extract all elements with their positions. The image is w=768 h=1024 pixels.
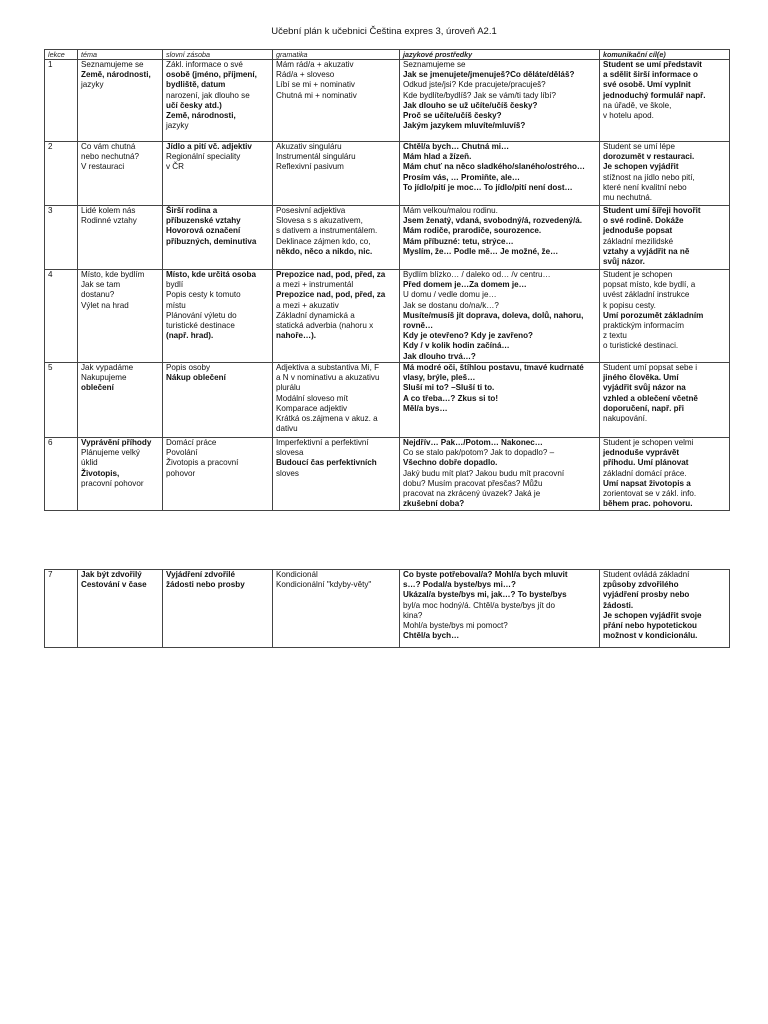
cell-line: Jak se tam	[81, 280, 121, 290]
cell-line: Bydlím blízko… / daleko od… /v centru…	[403, 270, 551, 279]
cell-gramatika	[273, 142, 400, 206]
cell-line: rovně…	[403, 321, 434, 331]
cell-line: s…? Podal/a byste/bys mi…?	[403, 580, 516, 590]
cell-line: dostanu?	[81, 290, 115, 300]
cell-line: Nákup oblečení	[166, 373, 226, 383]
cell-gramatika	[273, 206, 400, 270]
cell-line: Je schopen vyjádřit svoje	[603, 610, 702, 620]
cell-line: v ČR	[166, 162, 184, 172]
cell-gramatika	[273, 438, 400, 511]
cell-line: Lidé kolem nás	[81, 206, 136, 215]
cell-line: na úřadě, ve škole,	[603, 100, 672, 110]
table-row	[45, 270, 730, 363]
cell-line: kina?	[403, 610, 423, 620]
cell-tema	[78, 206, 163, 270]
cell-line: byl/a moc hodný/á. Chtěl/a byste/bys jít do	[403, 600, 556, 610]
cell-line: doporučení, např. při	[603, 403, 684, 413]
cell-line: s dativem a instrumentálem.	[276, 226, 378, 236]
cell-komunikacni-cile	[600, 60, 730, 142]
cell-line: jednoduchý formulář např.	[603, 90, 706, 100]
cell-tema	[78, 570, 163, 648]
cell-line: Cestování v čase	[81, 580, 147, 590]
cell-line: Odkud jste/jsi? Kde pracujete/pracuješ?	[403, 80, 546, 90]
cell-line: pracovní pohovor	[81, 478, 144, 488]
cell-lekce: 4	[45, 270, 78, 363]
cell-line: Student je schopen velmi	[603, 438, 694, 447]
cell-line: Nejdřív… Pak…/Potom… Nakonec…	[403, 438, 543, 447]
cell-tema	[78, 60, 163, 142]
cell-line: během prac. pohovoru.	[603, 499, 693, 509]
cell-line: Co vám chutná	[81, 142, 136, 151]
cell-line: své osobě. Umí vyplnit	[603, 80, 691, 90]
cell-line: jazyky	[166, 121, 189, 131]
cell-line: o turistické destinaci.	[603, 341, 679, 351]
cell-slovni-zasoba	[163, 270, 273, 363]
cell-line: osobě (jméno, příjmení,	[166, 70, 257, 80]
cell-line: Kdy / v kolik hodin začíná…	[403, 341, 510, 351]
cell-line: Seznamujeme se	[81, 60, 144, 69]
cell-slovni-zasoba	[163, 363, 273, 438]
cell-line: Mám rád/a + akuzativ	[276, 60, 354, 69]
cell-line: Umí napsat životopis a	[603, 478, 691, 488]
cell-line: Seznamujeme se	[403, 60, 466, 69]
cell-line: Všechno dobře dopadlo.	[403, 458, 498, 468]
cell-line: Místo, kde bydlím	[81, 270, 145, 279]
cell-tema	[78, 142, 163, 206]
header-gramatika: gramatika	[273, 50, 400, 60]
cell-line: Co byste potřeboval/a? Mohl/a bych mluvit	[403, 570, 568, 579]
cell-line: oblečení	[81, 383, 114, 393]
cell-line: přání nebo hypotetickou	[603, 621, 697, 631]
cell-line: Student je schopen	[603, 270, 673, 279]
cell-line: Jak dlouho se už učíte/učíš česky?	[403, 100, 538, 110]
cell-line: vzhled a oblečení včetně	[603, 393, 698, 403]
cell-line: Výlet na hrad	[81, 300, 129, 310]
table-row	[45, 206, 730, 270]
cell-slovni-zasoba	[163, 570, 273, 648]
cell-line: příbuzenské vztahy	[166, 216, 241, 226]
cell-line: Širší rodina a	[166, 206, 218, 215]
cell-line: žádosti.	[603, 600, 634, 610]
cell-line: Jak vypadáme	[81, 363, 134, 372]
cell-line: které není kvalitní nebo	[603, 182, 687, 192]
cell-line: Mám rodiče, prarodiče, sourozence.	[403, 226, 542, 236]
cell-jazykove-prostredky	[400, 363, 600, 438]
cell-line: Krátká os.zájmena v akuz. a	[276, 414, 378, 424]
cell-line: z textu	[603, 331, 627, 341]
cell-line: Popis cesty k tomuto	[166, 290, 241, 300]
cell-line: Popis osoby	[166, 363, 211, 372]
cell-komunikacni-cile	[600, 206, 730, 270]
cell-line: sloves	[276, 468, 299, 478]
cell-tema	[78, 363, 163, 438]
cell-line: způsoby zdvořilého	[603, 580, 679, 590]
cell-line: Akuzativ singuláru	[276, 142, 342, 151]
cell-line: Prepozice nad, pod, před, za	[276, 270, 386, 279]
cell-line: Student umí popsat sebe i	[603, 363, 698, 372]
table-row	[45, 438, 730, 511]
cell-line: pohovor	[166, 468, 196, 478]
cell-line: Budoucí čas perfektivních	[276, 458, 377, 468]
cell-line: turistické destinace	[166, 321, 235, 331]
cell-line: Kdy je otevřeno? Kdy je zavřeno?	[403, 331, 533, 341]
cell-line: Reflexivní pasivum	[276, 162, 344, 172]
cell-line: někdo, něco a nikdo, nic.	[276, 246, 373, 256]
cell-line: Myslím, že… Podle mě… Je možné, že…	[403, 246, 559, 256]
cell-line: Chutná mi + nominativ	[276, 90, 357, 100]
cell-line: Instrumentál singuláru	[276, 152, 356, 162]
cell-jazykove-prostredky	[400, 206, 600, 270]
cell-slovni-zasoba	[163, 60, 273, 142]
cell-line: Mám hlad a žízeň.	[403, 152, 472, 162]
cell-line: Vyprávění příhody	[81, 438, 152, 447]
cell-line: Jsem ženatý, vdaná, svobodný/á, rozvedený/á.	[403, 216, 583, 226]
document-title: Učební plán k učebnici Čeština expres 3, úroveň A2.1	[271, 26, 497, 37]
cell-line: U domu / vedle domu je…	[403, 290, 497, 300]
cell-line: Student umí šířeji hovořit	[603, 206, 701, 215]
cell-line: Mohl/a byste/bys mi pomoct?	[403, 621, 508, 631]
cell-line: Životopis,	[81, 468, 120, 478]
cell-line: svůj názor.	[603, 257, 645, 267]
cell-line: dativu	[276, 424, 298, 434]
cell-line: jiného člověka. Umí	[603, 373, 679, 383]
cell-line: Student ovládá základní	[603, 570, 690, 579]
cell-line: statická adverbia (nahoru x	[276, 321, 374, 331]
cell-slovni-zasoba	[163, 142, 273, 206]
cell-line: Místo, kde určitá osoba	[166, 270, 256, 279]
cell-line: nakupování.	[603, 414, 648, 424]
cell-line: V restauraci	[81, 162, 125, 172]
cell-jazykove-prostredky	[400, 570, 600, 648]
cell-slovni-zasoba	[163, 206, 273, 270]
cell-line: možnost v kondicionálu.	[603, 631, 698, 641]
cell-line: nahoře…).	[276, 331, 317, 341]
cell-line: Jak dlouho trvá…?	[403, 351, 476, 361]
cell-line: Chtěl/a bych…	[403, 631, 460, 641]
cell-line: Je schopen vyjádřit	[603, 162, 679, 172]
cell-line: a mezi + akuzativ	[276, 300, 339, 310]
cell-line: Líbí se mi + nominativ	[276, 80, 355, 90]
cell-line: základní domácí práce.	[603, 468, 687, 478]
cell-line: Má modré oči, štíhlou postavu, tmavé kudrnaté	[403, 363, 584, 372]
cell-line: zorientovat se v zákl. info.	[603, 489, 697, 499]
cell-line: zkušební doba?	[403, 499, 465, 509]
cell-line: o své rodině. Dokáže	[603, 216, 684, 226]
cell-komunikacni-cile	[600, 438, 730, 511]
cell-line: příbuzných, deminutiva	[166, 236, 257, 246]
header-tema: téma	[78, 50, 163, 60]
cell-line: Jak se jmenujete/jmenuješ?Co děláte/děláš?	[403, 70, 575, 80]
table-header-row	[45, 50, 730, 60]
cell-tema	[78, 438, 163, 511]
cell-line: Základní dynamická a	[276, 310, 355, 320]
cell-line: Slovesa s s akuzativem,	[276, 216, 363, 226]
cell-line: Vyjádření zdvořilé	[166, 570, 235, 579]
cell-lekce: 6	[45, 438, 78, 511]
cell-line: jazyky	[81, 80, 104, 90]
cell-line: Chtěl/a bych… Chutná mi…	[403, 142, 510, 151]
cell-line: Mám velkou/malou rodinu.	[403, 206, 498, 215]
cell-line: vztahy a vyjádřit na ně	[603, 246, 690, 256]
cell-gramatika	[273, 363, 400, 438]
cell-line: úklid	[81, 458, 98, 468]
cell-line: Prepozice nad, pod, před, za	[276, 290, 386, 300]
cell-komunikacni-cile	[600, 270, 730, 363]
cell-line: Umí porozumět základním	[603, 310, 704, 320]
table-row	[45, 142, 730, 206]
cell-line: Před domem je…Za domem je…	[403, 280, 527, 290]
cell-line: Regionální speciality	[166, 152, 241, 162]
cell-line: vyjádřit svůj názor na	[603, 383, 686, 393]
cell-line: Země, národnosti,	[81, 70, 151, 80]
cell-line: praktickým informacím	[603, 321, 684, 331]
header-komunikacni-cile: komunikační cíl(e)	[600, 50, 730, 60]
cell-line: nebo nechutná?	[81, 152, 140, 162]
curriculum-table-continued	[44, 569, 730, 648]
cell-line: Kondicionální "kdyby-věty"	[276, 580, 372, 590]
cell-gramatika	[273, 570, 400, 648]
cell-line: Měl/a bys…	[403, 403, 448, 413]
cell-jazykove-prostredky	[400, 270, 600, 363]
cell-line: jednoduše vyprávět	[603, 448, 680, 458]
cell-line: Jídlo a pití vč. adjektiv	[166, 142, 252, 151]
cell-line: Komparace adjektiv	[276, 403, 348, 413]
cell-line: mu nechutná.	[603, 193, 653, 203]
cell-line: Plánování výletu do	[166, 310, 237, 320]
cell-line: vlasy, brýle, pleš…	[403, 373, 476, 383]
cell-line: Jakým jazykem mluvíte/mluvíš?	[403, 121, 526, 131]
cell-gramatika	[273, 270, 400, 363]
cell-line: a N v nominativu a akuzativu	[276, 373, 380, 383]
cell-line: jednoduše popsat	[603, 226, 673, 236]
cell-line: slovesa	[276, 448, 304, 458]
cell-line: Domácí práce	[166, 438, 217, 447]
table-row	[45, 570, 730, 648]
cell-slovni-zasoba	[163, 438, 273, 511]
cell-line: v hotelu apod.	[603, 111, 654, 121]
cell-line: pracovat na zkrácený úvazek? Jaká je	[403, 489, 541, 499]
header-lekce: lekce	[45, 50, 78, 60]
cell-line: Imperfektivní a perfektivní	[276, 438, 369, 447]
cell-line: Jaký budu mít plat? Jakou budu mít pracovní	[403, 468, 565, 478]
cell-line: Sluší mi to? –Sluší ti to.	[403, 383, 495, 393]
cell-line: plurálu	[276, 383, 301, 393]
cell-line: narození, jak dlouho se	[166, 90, 250, 100]
cell-komunikacni-cile	[600, 363, 730, 438]
cell-lekce: 1	[45, 60, 78, 142]
cell-line: Plánujeme velký	[81, 448, 140, 458]
cell-line: A co třeba…? Zkus si to!	[403, 393, 499, 403]
table-row	[45, 60, 730, 142]
cell-line: stížnost na jídlo nebo pití,	[603, 172, 695, 182]
cell-line: Životopis a pracovní	[166, 458, 239, 468]
cell-line: bydliště, datum	[166, 80, 226, 90]
cell-line: Povolání	[166, 448, 198, 458]
cell-line: dorozumět v restauraci.	[603, 152, 695, 162]
cell-line: Kde bydlíte/bydlíš? Jak se vám/ti tady líbí?	[403, 90, 556, 100]
cell-line: (např. hrad).	[166, 331, 214, 341]
cell-line: Ukázal/a byste/bys mi, jak…? To byste/bys	[403, 590, 567, 600]
cell-line: místu	[166, 300, 186, 310]
cell-line: Mám příbuzné: tetu, strýce…	[403, 236, 514, 246]
curriculum-table	[44, 49, 730, 511]
cell-line: Země, národnosti,	[166, 111, 236, 121]
cell-line: vyjádření prosby nebo	[603, 590, 690, 600]
cell-line: a mezi + instrumentál	[276, 280, 354, 290]
cell-line: Proč se učíte/učíš česky?	[403, 111, 502, 121]
cell-jazykove-prostredky	[400, 142, 600, 206]
cell-line: učí česky atd.)	[166, 100, 222, 110]
cell-line: Prosím vás, … Promiňte, ale…	[403, 172, 520, 182]
cell-line: Modální sloveso mít	[276, 393, 348, 403]
header-slovni-zasoba: slovní zásoba	[163, 50, 273, 60]
cell-line: základní mezilidské	[603, 236, 674, 246]
cell-line: Posesivní adjektiva	[276, 206, 346, 215]
cell-line: Hovorová označení	[166, 226, 241, 236]
cell-jazykove-prostredky	[400, 438, 600, 511]
cell-line: Jak být zdvořilý	[81, 570, 142, 579]
cell-tema	[78, 270, 163, 363]
cell-komunikacni-cile	[600, 142, 730, 206]
cell-gramatika	[273, 60, 400, 142]
cell-line: k popisu cesty.	[603, 300, 656, 310]
table-row	[45, 363, 730, 438]
header-jazykove-prostredky: jazykové prostředky	[400, 50, 600, 60]
cell-line: Rodinné vztahy	[81, 216, 137, 226]
cell-line: Kondicionál	[276, 570, 318, 579]
cell-lekce: 3	[45, 206, 78, 270]
cell-lekce: 7	[45, 570, 78, 648]
cell-lekce: 5	[45, 363, 78, 438]
cell-line: uvést základní instrukce	[603, 290, 690, 300]
cell-line: popsat místo, kde bydlí, a	[603, 280, 696, 290]
cell-line: Jak se dostanu do/na/k…?	[403, 300, 499, 310]
cell-line: To jídlo/pití je moc… To jídlo/pití není dost…	[403, 182, 573, 192]
cell-line: Adjektiva a substantiva Mi, F	[276, 363, 380, 372]
cell-line: Student se umí představit	[603, 60, 702, 69]
cell-line: Zákl. informace o své	[166, 60, 243, 69]
cell-line: Co se stalo pak/potom? Jak to dopadlo? –	[403, 448, 555, 458]
cell-line: bydlí	[166, 280, 184, 290]
cell-line: a sdělit širší informace o	[603, 70, 698, 80]
cell-jazykove-prostredky	[400, 60, 600, 142]
cell-line: Deklinace zájmen kdo, co,	[276, 236, 371, 246]
cell-line: Musíte/musíš jít doprava, doleva, dolů, nahoru,	[403, 310, 584, 320]
cell-line: Mám chuť na něco sladkého/slaného/ostrého…	[403, 162, 585, 172]
cell-line: Nakupujeme	[81, 373, 127, 383]
cell-line: žádosti nebo prosby	[166, 580, 245, 590]
cell-komunikacni-cile	[600, 570, 730, 648]
cell-line: dobu? Musím pracovat přesčas? Můžu	[403, 478, 543, 488]
cell-line: příhodu. Umí plánovat	[603, 458, 689, 468]
cell-line: Student se umí lépe	[603, 142, 675, 151]
cell-line: Rád/a + sloveso	[276, 70, 335, 80]
cell-lekce: 2	[45, 142, 78, 206]
